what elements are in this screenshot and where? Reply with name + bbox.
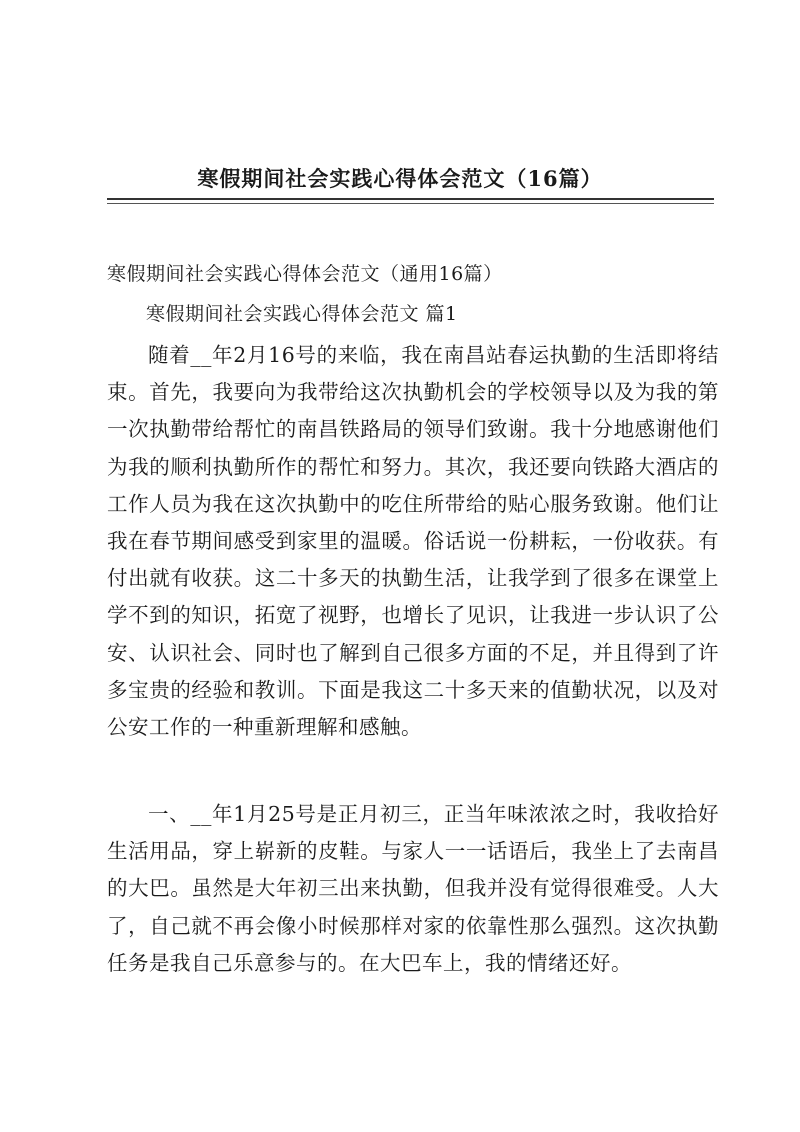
document-subtitle: 寒假期间社会实践心得体会范文（通用16篇） [107, 263, 503, 285]
chapter-heading: 寒假期间社会实践心得体会范文 篇1 [146, 303, 458, 325]
body-paragraph-1: 随着__年2月16号的来临，我在南昌站春运执勤的生活即将结束。首先，我要向为我带给这次执勤机会的学校领导以及为我的第一次执勤带给帮忙的南昌铁路局的领导们致谢。我十分地感谢他们为我的顺利执勤所作的帮忙和努力。其次，我还要向铁路大酒店的工作人员为我在这次执勤中的吃住所带给的贴心服务致谢。他们让我在春节期间感受到家里的温暖。俗话说一份耕耘，一份收获。有付出就有收获。这二十多天的执勤生活，让我学到了很多在课堂上学不到的知识，拓宽了视野，也增长了见识，让我进一步认识了公安、认识社会、同时也了解到自己很多方面的不足，并且得到了许多宝贵的经验和教训。下面是我这二十多天来的值勤状况，以及对公安工作的一种重新理解和感触。 [107, 343, 719, 740]
document-title: 寒假期间社会实践心得体会范文（16篇） [197, 166, 603, 191]
title-rule-thin [107, 203, 714, 204]
title-rule-thick [107, 198, 714, 200]
body-paragraph-2: 一、__年1月25号是正月初三，正当年味浓浓之时，我收拾好生活用品，穿上崭新的皮鞋。与家人一一话语后，我坐上了去南昌的大巴。虽然是大年初三出来执勤，但我并没有觉得很难受。人大了，自己就不再会像小时候那样对家的依靠性那么强烈。这次执勤任务是我自己乐意参与的。在大巴车上，我的情绪还好。 [107, 802, 719, 975]
